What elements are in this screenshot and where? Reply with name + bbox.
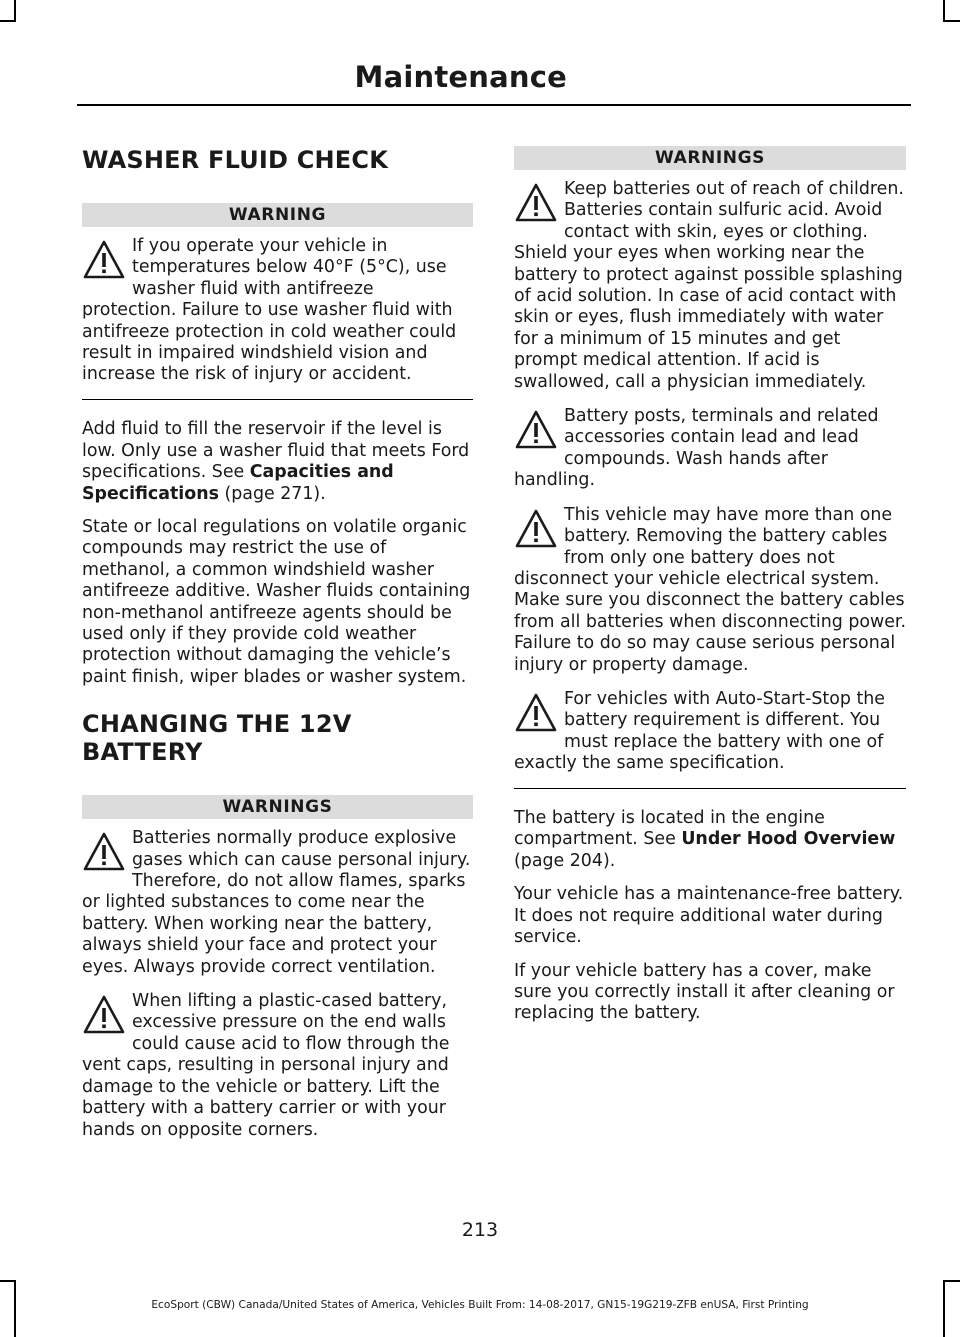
paragraph-text: The battery is located in the engine compartment. See [514,808,825,850]
warning-label: WARNING [82,203,473,227]
warning-item [514,406,906,492]
page-number: 213 [461,1219,499,1241]
washer-warning-box [82,203,473,400]
crop-mark [943,20,960,22]
crop-mark [943,1280,960,1282]
warning-text: This vehicle may have more than one battery. Removing the battery cables from only one battery does not disconnect your vehicle electrical system. Make sure you disconnect the battery cables from all batteries when disconnecting power. Failure to do so may cause serious personal injury or property damage. [514,504,907,675]
crop-mark [14,0,16,22]
footer-text: EcoSport (CBW) Canada/United States of America, Vehicles Built From: 14-08-2017, GN15-19G219-ZFB enUSA, First Printing [151,1299,809,1311]
page-title: Maintenance [354,60,567,94]
paragraph: Your vehicle has a maintenance-free battery. It does not require additional water during service. [514,884,904,948]
paragraph [514,808,906,872]
warning-item [82,828,473,978]
right-column [514,146,906,1037]
warning-item [514,505,906,676]
crop-mark [0,1280,16,1282]
warning-triangle-icon [82,830,126,874]
warning-text: Battery posts, terminals and related accessories contain lead and lead compounds. Wash hands after handling. [514,406,879,491]
warning-text: When lifting a plastic-cased battery, excessive pressure on the end walls could cause acid to flow through the vent caps, resulting in personal injury and damage to the vehicle or battery. Lift the battery with a battery carrier or with your hands on opposite corners. [82,991,450,1140]
warning-text: For vehicles with Auto-Start-Stop the battery requirement is different. You must replace the battery with one of exactly the same specification. [514,688,885,774]
warning-triangle-icon [514,691,558,735]
warning-item [514,179,906,393]
paragraph: If your vehicle battery has a cover, make sure you correctly install it after cleaning or replacing the battery. [514,960,895,1024]
warning-triangle-icon [82,238,126,282]
crop-mark [943,0,945,22]
warning-triangle-icon [514,408,558,452]
left-column [82,146,473,1154]
washer-fluid-heading: WASHER FLUID CHECK [82,146,389,174]
warnings-label: WARNINGS [514,146,906,170]
warning-item [514,689,906,775]
warning-text: Batteries normally produce explosive gases which can cause personal injury. Therefore, do not allow flames, sparks or lighted substances to come near the battery. When working near the battery, always shield your face and protect your eyes. Always provide correct ventilation. [82,828,471,977]
warning-text: Keep batteries out of reach of children. Batteries contain sulfuric acid. Avoid contact with skin, eyes or clothing. Shield your eyes when working near the battery to protect against possible splashing of acid solution. In case of acid contact with skin or eyes, flush immediately with water for a minimum of 15 minutes and get prompt medical attention. If acid is swallowed, call a physician immediately. [514,179,904,392]
warning-triangle-icon [514,507,558,551]
warnings-label: WARNINGS [82,795,473,819]
warning-text: If you operate your vehicle in temperatures below 40°F (5°C), use washer fluid with antifreeze protection. Failure to use washer fluid with antifreeze protection in cold weather could result in impaired windshield vision and increase the risk of injury or accident. [82,236,457,385]
warning-triangle-icon [514,181,558,225]
battery-warning-box-continued [514,146,906,789]
battery-warning-box [82,795,473,1141]
under-hood-link[interactable]: Under Hood Overview [681,829,896,850]
paragraph: State or local regulations on volatile organic compounds may restrict the use of methanol, a common windshield washer antifreeze additive. Washer fluids containing non-methanol antifreeze agents should be used only if they provide cold weather protection without damaging the vehicle’s paint finish, wiper blades or washer system. [82,516,471,687]
warning-item [82,236,473,386]
paragraph [82,419,473,505]
page-reference: (page 271). [218,483,326,504]
warning-item [82,991,473,1141]
header-divider [77,104,911,106]
page-reference: (page 204). [514,850,616,871]
battery-heading: CHANGING THE 12V BATTERY [82,710,352,767]
warning-triangle-icon [82,993,126,1037]
capacities-link[interactable]: Capacities and Specifications [82,462,394,504]
paragraph-text: Add fluid to fill the reservoir if the level is low. Only use a washer fluid that meets Ford specifications. See [82,419,470,483]
crop-mark [0,20,16,22]
